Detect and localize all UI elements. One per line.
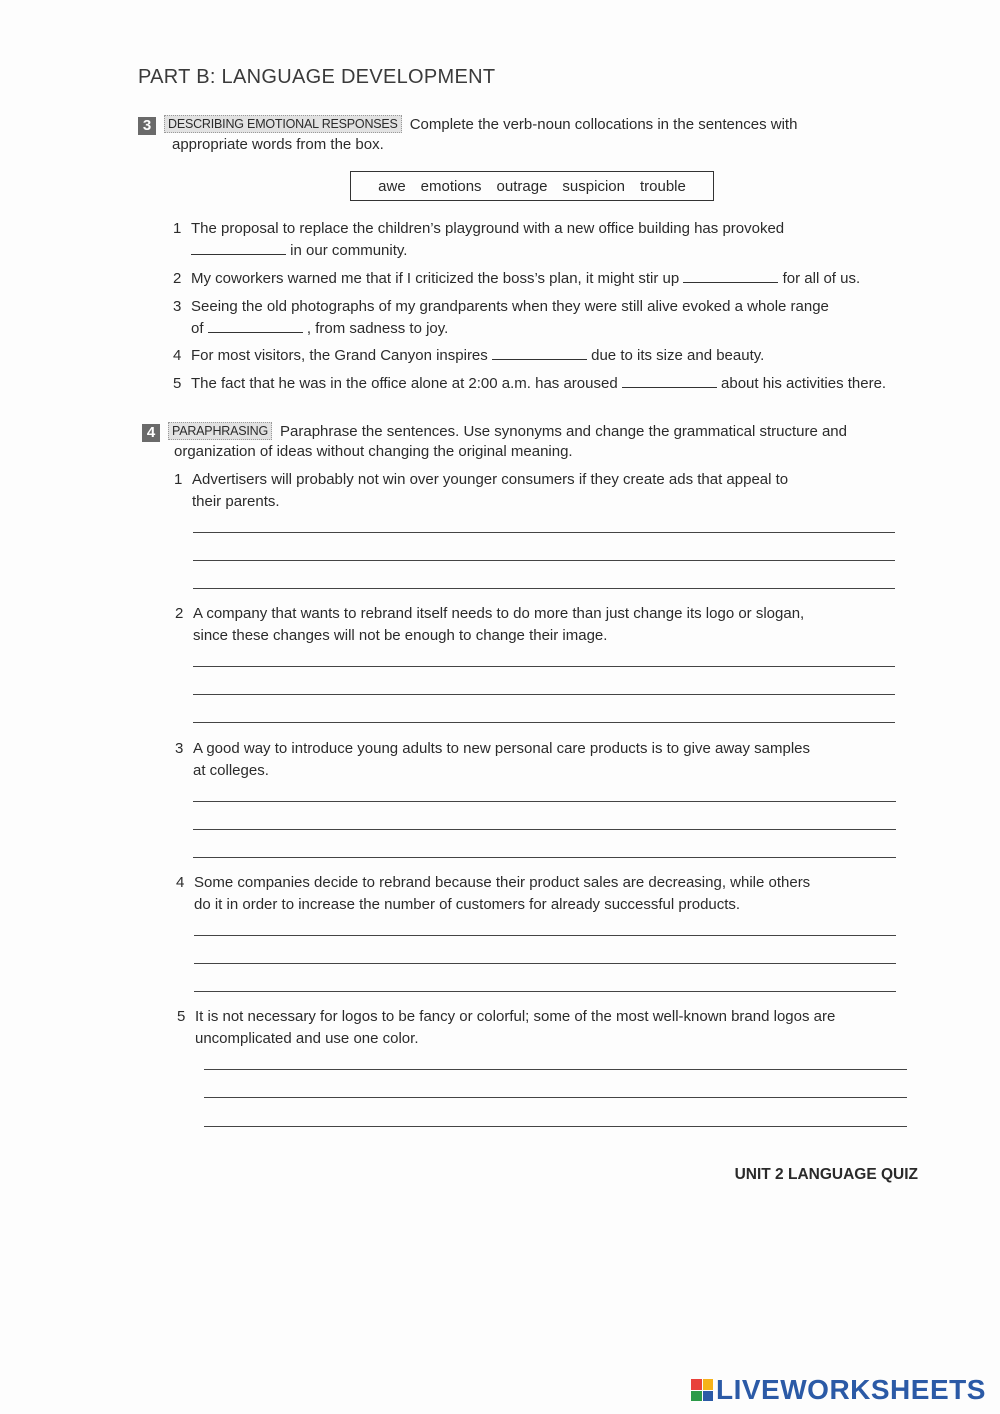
exercise-4-item-4 xyxy=(176,872,914,916)
item-number: 3 xyxy=(175,740,184,757)
word-box-word: trouble xyxy=(639,177,686,195)
brand-text: LIVEWORKSHEETS xyxy=(716,1374,986,1405)
liveworksheets-logo-icon xyxy=(691,1379,713,1401)
answer-line[interactable] xyxy=(194,963,896,964)
exercise-3-header xyxy=(138,115,878,155)
exercise-3-instruction-1: Complete the verb-noun collocations in the sentences with xyxy=(409,116,798,133)
exercise-3-label: DESCRIBING EMOTIONAL RESPONSES xyxy=(164,115,402,133)
item-text: The proposal to replace the children’s playground with a new office building has provoked xyxy=(191,220,785,237)
item-number: 5 xyxy=(177,1008,186,1025)
answer-blank[interactable] xyxy=(208,318,303,333)
exercise-4-header xyxy=(142,422,932,462)
exercise-4-item-3 xyxy=(175,738,913,782)
answer-line[interactable] xyxy=(193,560,895,561)
exercise-3-item-3 xyxy=(173,296,911,340)
item-text: for all of us. xyxy=(782,270,861,287)
word-box-word: suspicion xyxy=(562,177,625,195)
word-box-word: awe xyxy=(378,177,406,195)
item-number: 2 xyxy=(173,270,182,287)
item-number: 5 xyxy=(173,375,182,392)
page-title: PART B: LANGUAGE DEVELOPMENT xyxy=(138,66,496,88)
answer-line[interactable] xyxy=(193,722,895,723)
exercise-4-item-1 xyxy=(174,469,912,513)
liveworksheets-brand[interactable] xyxy=(691,1374,986,1406)
item-number: 4 xyxy=(173,347,182,364)
item-text: Seeing the old photographs of my grandparents when they were still alive evoked a whole range xyxy=(191,298,829,315)
exercise-4-instruction-1: Paraphrase the sentences. Use synonyms and change the grammatical structure and xyxy=(280,423,847,440)
answer-line[interactable] xyxy=(204,1126,907,1127)
word-box xyxy=(350,171,714,201)
item-text: since these changes will not be enough to change their image. xyxy=(193,627,608,644)
answer-line[interactable] xyxy=(193,829,896,830)
answer-blank[interactable] xyxy=(191,240,286,255)
item-text: Some companies decide to rebrand because their product sales are decreasing, while others xyxy=(194,874,811,891)
item-text: , from sadness to joy. xyxy=(306,320,449,337)
item-number: 2 xyxy=(175,605,184,622)
item-text: A company that wants to rebrand itself needs to do more than just change its logo or slogan, xyxy=(193,605,805,622)
exercise-3-item-5 xyxy=(173,373,931,395)
item-text: at colleges. xyxy=(193,762,269,779)
exercise-3-item-2 xyxy=(173,268,931,290)
item-text: of xyxy=(191,320,204,337)
item-text: uncomplicated and use one color. xyxy=(195,1030,419,1047)
item-text: their parents. xyxy=(192,493,280,510)
item-number: 1 xyxy=(174,471,183,488)
item-text: do it in order to increase the number of customers for already successful products. xyxy=(194,896,741,913)
answer-line[interactable] xyxy=(193,857,896,858)
answer-line[interactable] xyxy=(193,801,896,802)
word-box-word: outrage xyxy=(496,177,548,195)
exercise-3-number: 3 xyxy=(138,117,156,135)
item-number: 4 xyxy=(176,874,185,891)
item-text: It is not necessary for logos to be fancy or colorful; some of the most well-known brand logos are xyxy=(195,1008,836,1025)
exercise-3-instruction-2: appropriate words from the box. xyxy=(172,136,384,153)
item-number: 1 xyxy=(173,220,182,237)
item-text: Advertisers will probably not win over younger consumers if they create ads that appeal to xyxy=(192,471,789,488)
answer-line[interactable] xyxy=(194,991,896,992)
item-text: due to its size and beauty. xyxy=(591,347,765,364)
exercise-3-item-4 xyxy=(173,345,891,367)
answer-line[interactable] xyxy=(193,694,895,695)
answer-line[interactable] xyxy=(204,1097,907,1098)
exercise-4-instruction-2: organization of ideas without changing the original meaning. xyxy=(174,443,573,460)
item-text: about his activities there. xyxy=(721,375,887,392)
exercise-4-number: 4 xyxy=(142,424,160,442)
item-text: in our community. xyxy=(290,242,408,259)
exercise-4-item-5 xyxy=(177,1006,925,1050)
word-box-word: emotions xyxy=(420,177,482,195)
answer-line[interactable] xyxy=(193,588,895,589)
item-number: 3 xyxy=(173,298,182,315)
answer-blank[interactable] xyxy=(683,268,778,283)
answer-line[interactable] xyxy=(193,666,895,667)
answer-blank[interactable] xyxy=(622,373,717,388)
item-text: My coworkers warned me that if I criticized the boss’s plan, it might stir up xyxy=(191,270,680,287)
item-text: A good way to introduce young adults to new personal care products is to give away samples xyxy=(193,740,811,757)
answer-line[interactable] xyxy=(204,1069,907,1070)
item-text: The fact that he was in the office alone at 2:00 a.m. has aroused xyxy=(191,375,618,392)
answer-line[interactable] xyxy=(193,532,895,533)
exercise-3-item-1 xyxy=(173,218,891,262)
answer-line[interactable] xyxy=(194,935,896,936)
item-text: For most visitors, the Grand Canyon inspires xyxy=(191,347,488,364)
answer-blank[interactable] xyxy=(492,345,587,360)
exercise-4-label: PARAPHRASING xyxy=(168,422,272,440)
exercise-4-item-2 xyxy=(175,603,913,647)
unit-footer: UNIT 2 LANGUAGE QUIZ xyxy=(734,1166,918,1183)
